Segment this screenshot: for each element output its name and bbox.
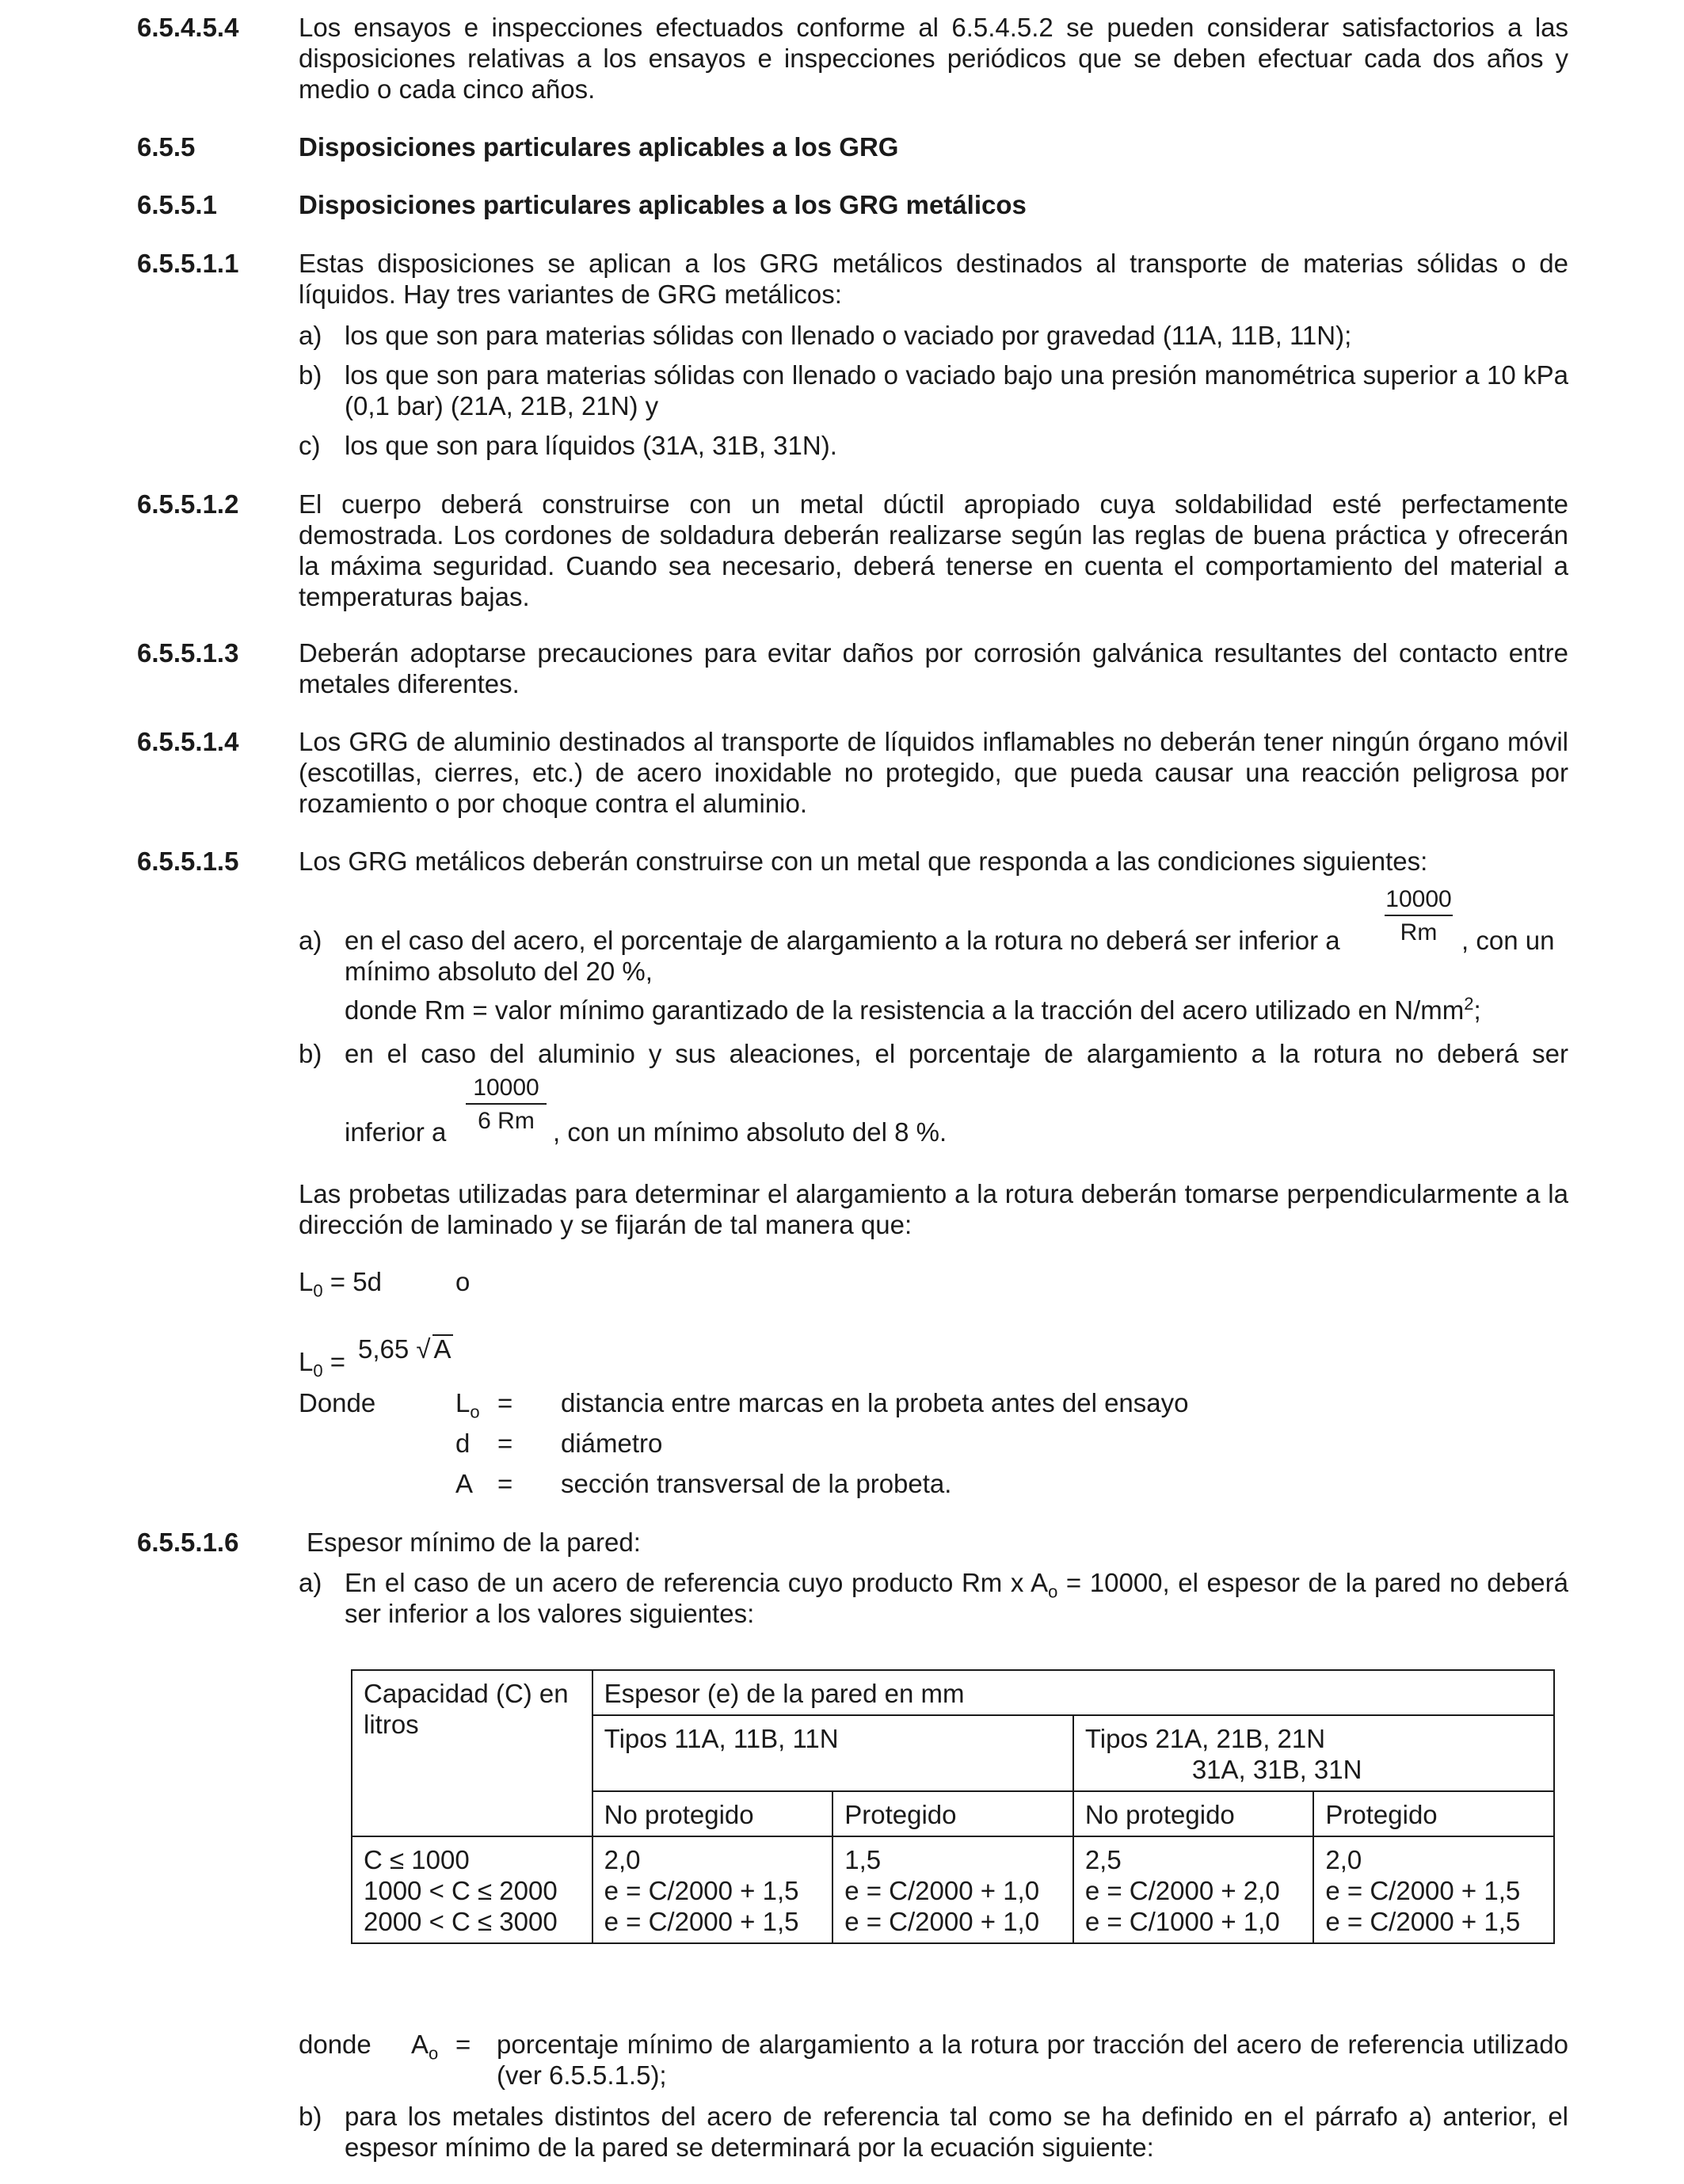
cell-line: C ≤ 1000 — [364, 1845, 470, 1874]
definition-line — [345, 995, 1481, 1025]
subheader-cell: No protegido — [592, 1791, 833, 1836]
formula-text: = — [322, 1347, 346, 1376]
def-equals: = — [497, 1469, 513, 1498]
list-label: a) — [299, 321, 322, 350]
formula — [299, 1346, 346, 1381]
thickness-header: Espesor (e) de la pared en mm — [592, 1670, 1554, 1715]
or-text: o — [455, 1267, 471, 1296]
group-header — [1073, 1715, 1554, 1791]
definition-text: donde Rm = valor mínimo garantizado de la resistencia a la tracción del acero utilizado en N/mm — [345, 995, 1465, 1025]
cell-line: 2,0 — [604, 1845, 641, 1874]
def-symbol: d — [455, 1429, 471, 1458]
paragraph: El cuerpo deberá construirse con un metal dúctil apropiado cuya soldabilidad esté perfectamente demostrada. Los cordones de soldadura deberán realizarse según las reglas de buena práctica y ofrecerán la máxima seguridad. Cuando sea necesario, deberá tenerse en cuenta el comportamiento del material a temperaturas bajas. — [299, 489, 1568, 611]
def-symbol — [411, 2029, 439, 2064]
section-title: Disposiciones particulares aplicables a los GRG metálicos — [299, 190, 1027, 219]
list-text: en el caso del acero, el porcentaje de alargamiento a la rotura no deberá ser inferior a — [345, 926, 1340, 955]
section-title: Disposiciones particulares aplicables a los GRG — [299, 132, 899, 162]
list-item — [299, 360, 1568, 421]
subscript: o — [1048, 1581, 1058, 1602]
capacity-header: Capacidad (C) en litros — [352, 1670, 592, 1836]
list-label: b) — [299, 2102, 322, 2131]
list-label: c) — [299, 431, 321, 460]
formula-coefficient: 5,65 — [358, 1334, 410, 1364]
cell-line: e = C/2000 + 1,5 — [604, 1876, 799, 1905]
section-number: 6.5.4.5.4 — [137, 13, 239, 42]
section-number: 6.5.5.1 — [137, 190, 217, 219]
list-text: , con un — [1461, 926, 1555, 955]
table-row — [352, 1836, 1554, 1943]
formula-text: = 5d — [322, 1267, 382, 1296]
cell-line: e = C/2000 + 1,0 — [844, 1876, 1040, 1905]
cell-line: 1000 < C ≤ 2000 — [364, 1876, 558, 1905]
table-header-row — [352, 1670, 1554, 1715]
table-cell — [1313, 1836, 1554, 1943]
paragraph: Estas disposiciones se aplican a los GRG metálicos destinados al transporte de materias sólidas o de líquidos. Hay tres variantes de GRG metálicos: — [299, 249, 1568, 309]
def-symbol: A — [455, 1469, 474, 1498]
paragraph: Los ensayos e inspecciones efectuados conforme al 6.5.4.5.2 se pueden considerar satisfactorios a las disposiciones relativas a los ensayos e inspecciones periódicos que se deben efectuar cada dos años y medio o cada cinco años. — [299, 13, 1568, 104]
text-part: = 10000, el espesor de la pared no deberá ser inferior a los valores siguientes: — [345, 1568, 1569, 1628]
group-line: Tipos 21A, 21B, 21N — [1084, 1724, 1326, 1753]
list-label: a) — [299, 926, 322, 955]
donde-label: donde — [299, 2030, 371, 2059]
formula-root — [358, 1334, 453, 1364]
list-item — [299, 430, 1568, 461]
group-line: 31A, 31B, 31N — [1191, 1755, 1362, 1784]
symbol-letter: A — [411, 2030, 429, 2059]
cell-line: 2000 < C ≤ 3000 — [364, 1907, 558, 1936]
section-number: 6.5.5.1.5 — [137, 847, 239, 876]
list-item — [299, 320, 1568, 351]
section-number: 6.5.5.1.6 — [137, 1528, 239, 1557]
symbol-letter: L — [455, 1388, 471, 1417]
subscript: 0 — [313, 1360, 323, 1381]
subscript: 0 — [313, 1280, 323, 1301]
paragraph: Los GRG de aluminio destinados al transporte de líquidos inflamables no deberán tener ningún órgano móvil (escotillas, cierres, etc.) de acero inoxidable no protegido, que pueda causar una reacción peligrosa por rozamiento o por choque contra el aluminio. — [299, 727, 1568, 818]
paragraph: Las probetas utilizadas para determinar el alargamiento a la rotura deberán tomarse perpendicularmente a la dirección de laminado y se fijarán de tal manera que: — [299, 1179, 1568, 1239]
cell-line: 2,5 — [1084, 1845, 1122, 1874]
cell-line: e = C/1000 + 1,0 — [1084, 1907, 1280, 1936]
subheader-cell: No protegido — [1073, 1791, 1314, 1836]
fraction-denominator: 6 Rm — [478, 1108, 535, 1134]
cell-line: e = C/2000 + 1,5 — [604, 1907, 799, 1936]
group-header: Tipos 11A, 11B, 11N — [592, 1715, 1073, 1791]
table-cell — [832, 1836, 1073, 1943]
list-text: los que son para líquidos (31A, 31B, 31N). — [345, 431, 837, 460]
table-cell — [1073, 1836, 1314, 1943]
paragraph: Los GRG metálicos deberán construirse con un metal que responda a las condiciones siguientes: — [299, 847, 1428, 876]
cell-line: e = C/2000 + 2,0 — [1084, 1876, 1280, 1905]
def-symbol — [455, 1387, 480, 1422]
def-text: diámetro — [561, 1429, 663, 1458]
table-cell — [592, 1836, 833, 1943]
list-text: inferior a — [345, 1117, 447, 1147]
formula — [299, 1266, 382, 1301]
def-equals: = — [497, 1388, 513, 1417]
punctuation: ; — [1473, 995, 1481, 1025]
formula-symbol: L — [299, 1267, 314, 1296]
list-text — [345, 1567, 1568, 1629]
cell-line: e = C/2000 + 1,0 — [844, 1907, 1040, 1936]
fraction-denominator: Rm — [1400, 919, 1438, 946]
superscript: 2 — [1464, 994, 1474, 1014]
list-text: en el caso del aluminio y sus aleaciones, el porcentaje de alargamiento a la rotura no deberá ser — [345, 1039, 1568, 1068]
list-text: para los metales distintos del acero de referencia tal como se ha definido en el párrafo a) anterior, el espesor mínimo de la pared se determinará por la ecuación siguiente: — [345, 2102, 1568, 2162]
list-label: a) — [299, 1568, 322, 1597]
subheader-cell: Protegido — [832, 1791, 1073, 1836]
wall-thickness-table — [351, 1669, 1555, 1944]
sqrt-icon: √ — [416, 1334, 431, 1364]
section-title: Espesor mínimo de la pared: — [307, 1528, 641, 1557]
paragraph: Deberán adoptarse precauciones para evitar daños por corrosión galvánica resultantes del contacto entre metales diferentes. — [299, 638, 1568, 698]
subscript: o — [429, 2043, 439, 2064]
cell-line: 1,5 — [844, 1845, 882, 1874]
cell-line: e = C/2000 + 1,5 — [1325, 1907, 1521, 1936]
list-label: b) — [299, 360, 322, 390]
subscript: o — [470, 1402, 480, 1422]
section-number: 6.5.5.1.3 — [137, 638, 239, 668]
text-part: En el caso de un acero de referencia cuyo producto Rm x A — [345, 1568, 1049, 1597]
formula-radicand: A — [433, 1334, 451, 1364]
list-text: los que son para materias sólidas con llenado o vaciado por gravedad (11A, 11B, 11N); — [345, 321, 1352, 350]
list-text: mínimo absoluto del 20 %, — [345, 957, 653, 986]
def-text: porcentaje mínimo de alargamiento a la rotura por tracción del acero de referencia utilizado (ver 6.5.5.1.5); — [497, 2030, 1568, 2090]
section-number: 6.5.5 — [137, 132, 196, 162]
subheader-cell: Protegido — [1313, 1791, 1554, 1836]
section-number: 6.5.5.1.1 — [137, 249, 239, 278]
list-text: , con un mínimo absoluto del 8 %. — [553, 1117, 947, 1147]
fraction-numerator: 10000 — [1385, 885, 1453, 916]
fraction-numerator: 10000 — [466, 1073, 547, 1105]
section-number: 6.5.5.1.2 — [137, 489, 239, 519]
list-label: b) — [299, 1039, 322, 1068]
formula-symbol: L — [299, 1347, 314, 1376]
def-equals: = — [497, 1429, 513, 1458]
def-equals: = — [455, 2030, 471, 2059]
section-number: 6.5.5.1.4 — [137, 727, 239, 756]
cell-line: 2,0 — [1325, 1845, 1362, 1874]
donde-label: Donde — [299, 1388, 376, 1417]
list-text: los que son para materias sólidas con llenado o vaciado bajo una presión manométrica superior a 10 kPa (0,1 bar) (21A, 21B, 21N) y — [345, 360, 1568, 420]
def-text: sección transversal de la probeta. — [561, 1469, 952, 1498]
cell-line: e = C/2000 + 1,5 — [1325, 1876, 1521, 1905]
def-text: distancia entre marcas en la probeta antes del ensayo — [561, 1388, 1189, 1417]
capacity-cell — [352, 1836, 592, 1943]
